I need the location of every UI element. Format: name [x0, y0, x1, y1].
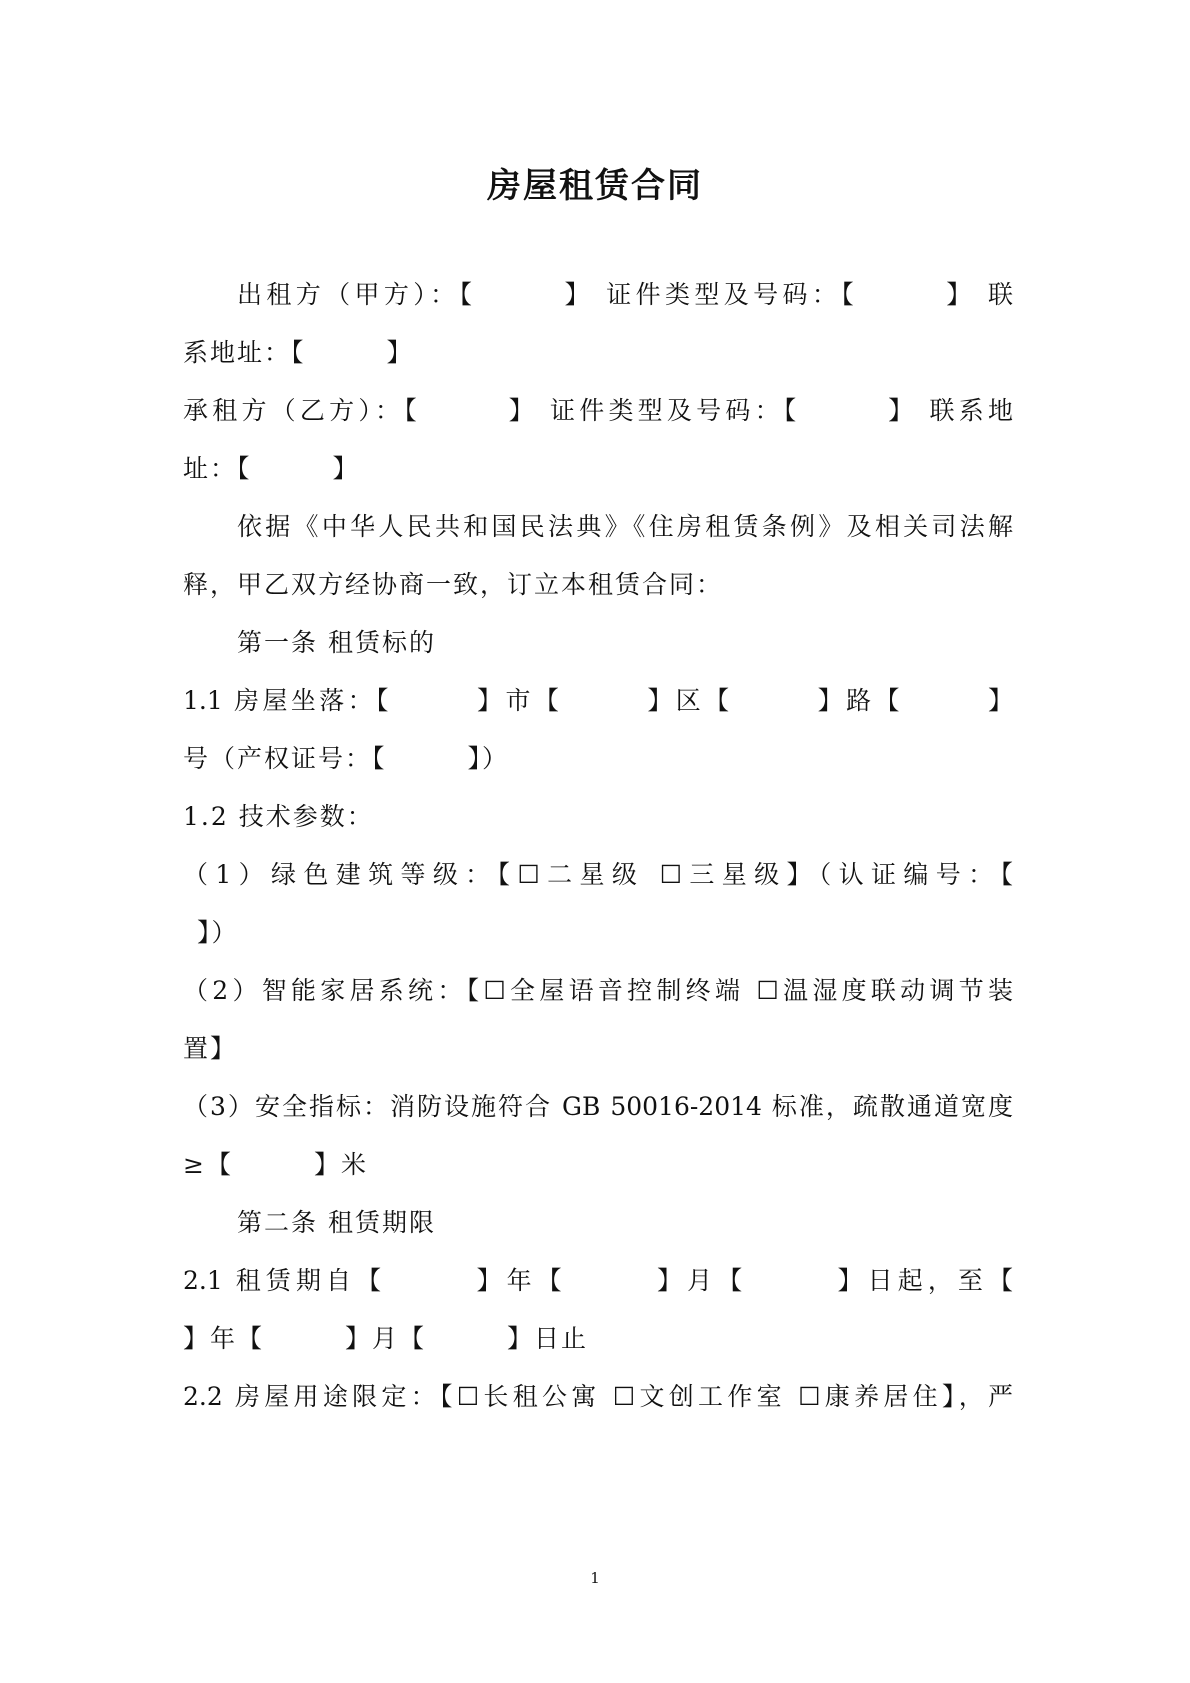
clause-2-1-line-2: 】年【 】月【 】日止: [183, 1324, 589, 1353]
lessor-info-line-2: 系地址：【 】: [183, 338, 414, 367]
preamble-line-1: 依据《中华人民共和国民法典》《住房租赁条例》及相关司法解: [237, 512, 1013, 541]
clause-1-2-heading: 1.2 技术参数：: [183, 802, 374, 831]
article-1-heading: 第一条 租赁标的: [237, 628, 436, 657]
clause-1-1-line-2: 号（产权证号：【 】）: [183, 744, 510, 773]
clause-1-2-item-1-line-1: （1）绿色建筑等级：【☐二星级 ☐三星级】（认证编号：【: [183, 860, 1013, 889]
clause-1-2-item-1-line-2: 】）: [197, 918, 239, 947]
article-2-heading: 第二条 租赁期限: [237, 1208, 436, 1237]
lessor-info-line-1: 出租方（甲方）：【 】 证件类型及号码：【 】 联: [237, 280, 1013, 309]
clause-1-2-item-3-line-2: ≥【 】米: [183, 1150, 368, 1179]
document-title: 房屋租赁合同: [487, 166, 703, 206]
lessee-info-line-1: 承租方（乙方）：【 】 证件类型及号码：【 】 联系地: [183, 396, 1013, 425]
clause-1-2-item-2-line-2: 置】: [183, 1034, 238, 1063]
clause-1-2-item-3-line-1: （3）安全指标：消防设施符合 GB 50016-2014 标准，疏散通道宽度: [183, 1092, 1013, 1121]
clause-1-2-item-2-line-1: （2）智能家居系统：【☐全屋语音控制终端 ☐温湿度联动调节装: [183, 976, 1013, 1005]
page-number: 1: [590, 1569, 600, 1587]
clause-1-1-line-1: 1.1 房屋坐落：【 】市【 】区【 】路【 】: [183, 686, 1013, 715]
lessee-info-line-2: 址：【 】: [183, 454, 360, 483]
clause-2-2-line-1: 2.2 房屋用途限定：【☐长租公寓 ☐文创工作室 ☐康养居住】，严: [183, 1382, 1013, 1411]
clause-2-1-line-1: 2.1 租赁期自【 】年【 】月【 】日起，至【: [183, 1266, 1013, 1295]
preamble-line-2: 释，甲乙双方经协商一致，订立本租赁合同：: [183, 570, 724, 599]
